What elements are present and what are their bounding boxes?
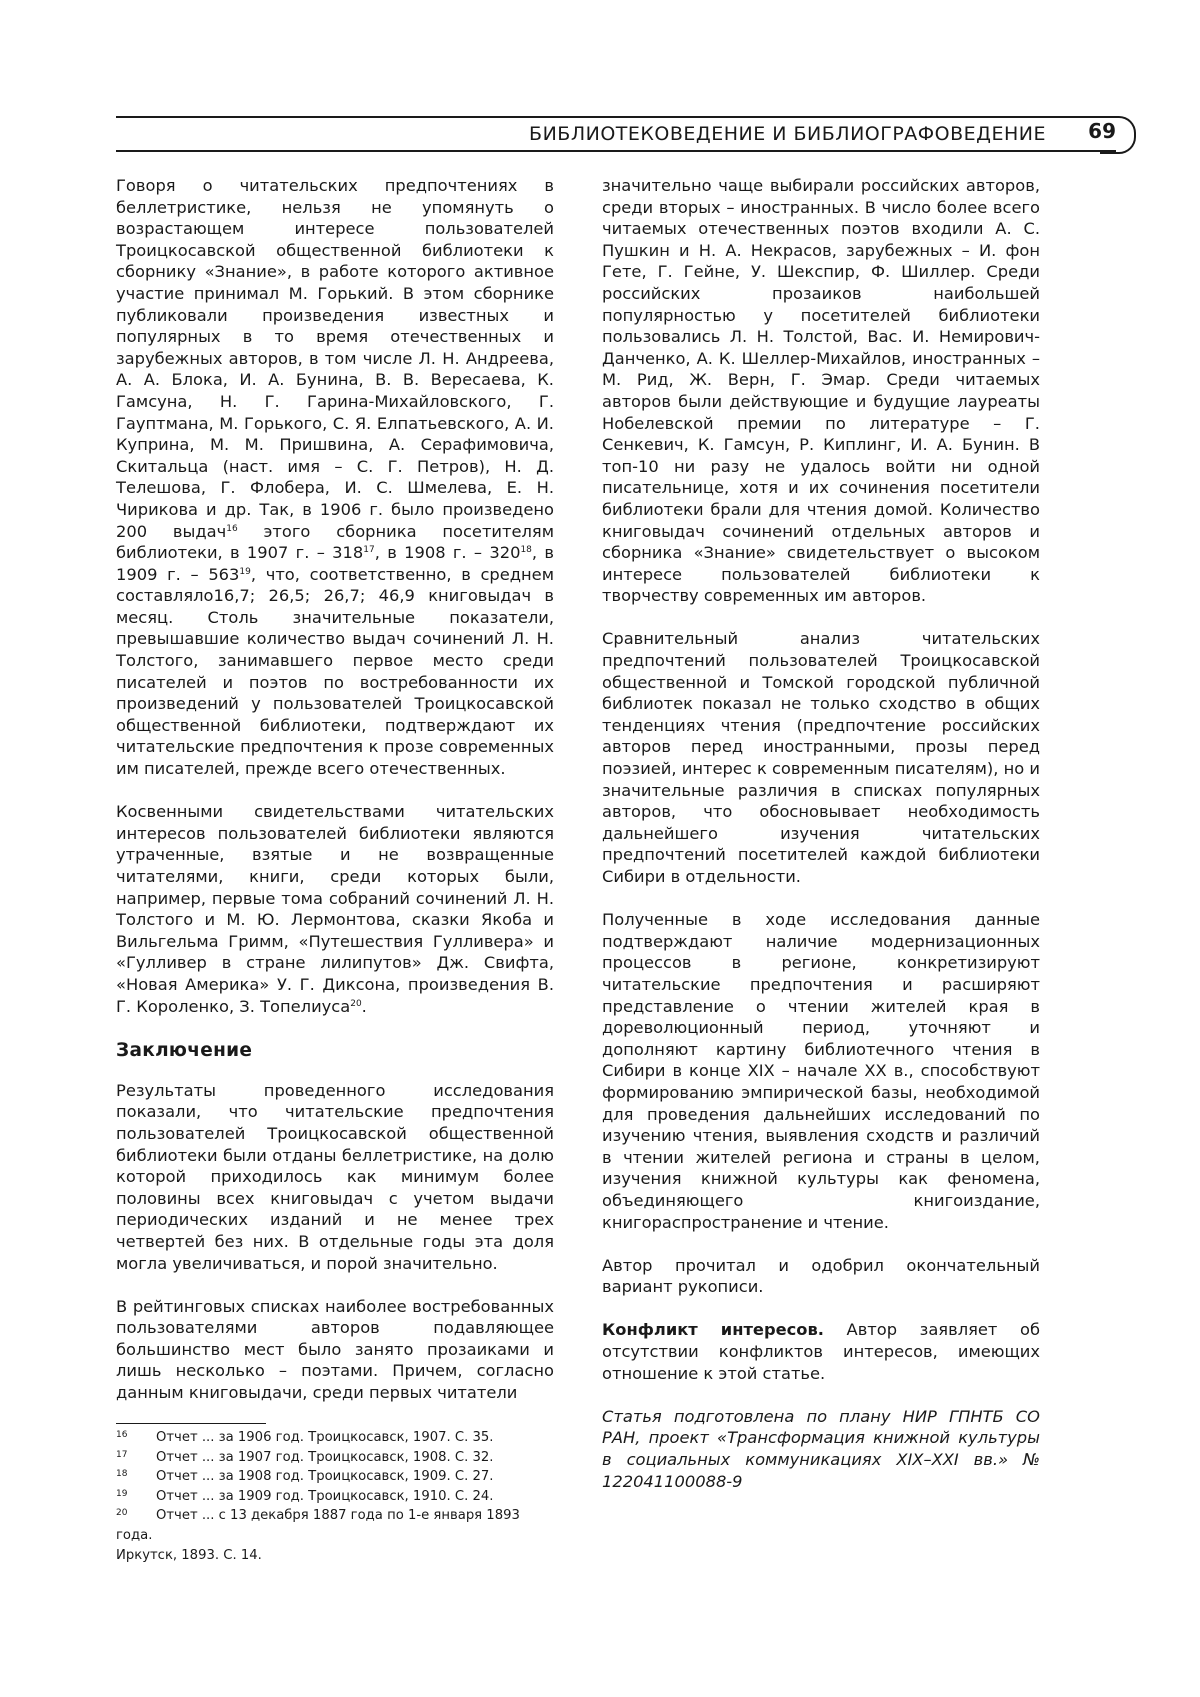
- footnotes: [116, 1423, 554, 1565]
- header-top-rule: [116, 116, 1116, 118]
- header-bottom-rule: [116, 150, 1116, 152]
- footnote-ref[interactable]: 19: [239, 566, 251, 577]
- footnote-ref[interactable]: 20: [350, 998, 362, 1009]
- left-column: [116, 175, 554, 1404]
- page-number: 69: [1088, 119, 1116, 143]
- footnote: 18 Отчет ... за 1908 год. Троицкосавск, 1909. С. 27.: [116, 1469, 494, 1485]
- right-column: [602, 175, 1040, 1492]
- footnote-ref[interactable]: 16: [226, 523, 238, 534]
- footnote-rule: [116, 1423, 266, 1424]
- footnote: 20 Отчет ... с 13 декабря 1887 года по 1-е января 1893 года.: [116, 1508, 520, 1543]
- conflict-of-interest: Конфликт интересов. Автор заявляет об отсутствии конфликтов интересов, имеющих отношение к этой статье.: [602, 1320, 1040, 1383]
- paragraph: Автор прочитал и одобрил окончательный вариант рукописи.: [602, 1255, 1040, 1297]
- paragraph: В рейтинговых списках наиболее востребованных пользователями авторов подавляющее большинство мест было занято прозаиками и лишь несколько – поэтами. Причем, согласно данным книговыдачи, среди первых читатели: [116, 1296, 554, 1403]
- section-heading: Заключение: [116, 1040, 253, 1062]
- footnote: 16 Отчет ... за 1906 год. Троицкосавск, 1907. С. 35.: [116, 1430, 494, 1445]
- footnote-ref[interactable]: 18: [520, 545, 532, 556]
- paragraph: Косвенными свидетельствами читательских интересов пользователей библиотеки являются утраченные, взятые и не возвращенные читателями, книги, среди которых были, например, первые тома собраний сочинений Л. Н. Толстого и М. Ю. Лермонтова, сказки Якоба и Вильгельма Гримм, «Путешествия Гулливера» и «Гулливер в стране лилипутов» Дж. Свифта, «Новая Америка» У. Г. Диксона, произведения В. Г. Короленко, З. Топелиуса$^{20}$.: [116, 802, 554, 1016]
- paragraph: значительно чаще выбирали российских авторов, среди вторых – иностранных. В число более всего читаемых отечественных поэтов входили А. С. Пушкин и Н. А. Некрасов, зарубежных – И. фон Гете, Г. Гейне, У. Шекспир, Ф. Шиллер. Среди российских прозаиков наибольшей популярностью у посетителей библиотеки пользовались Л. Н. Толстой, Вас. И. Немирович-Данченко, А. К. Шеллер-Михайлов, иностранных – М. Рид, Ж. Верн, Г. Эмар. Среди читаемых авторов были действующие и будущие лауреаты Нобелевской премии по литературе – Г. Сенкевич, К. Гамсун, Р. Киплинг, И. А. Бунин. В топ-10 ни разу не удалось войти ни одной писательнице, хотя и их сочинения посетители библиотеки брали для чтения домой. Количество книговыдач сочинений отдельных авторов и сборника «Знание» свидетельствует о высоком интересе пользователей библиотеки к творчеству современных им авторов.: [602, 176, 1040, 606]
- footnote-continuation: Иркутск, 1893. С. 14.: [116, 1547, 262, 1563]
- conflict-label: Конфликт интересов.: [602, 1320, 824, 1340]
- paragraph: Говоря о читательских предпочтениях в беллетристике, нельзя не упомянуть о возрастающем интересе пользователей Троицкосавской общественной библиотеки к сборнику «Знание», в работе которого активное участие принимал М. Горький. В этом сборнике публиковали произведения известных и популярных в то время отечественных и зарубежных авторов, в том числе Л. Н. Андреева, А. А. Блока, И. А. Бунина, В. В. Вересаева, К. Гамсуна, Н. Г. Гарина-Михайловского, Г. Гауптмана, М. Горького, С. Я. Елпатьевского, А. И. Куприна, М. М. Пришвина, А. Серафимовича, Скитальца (наст. имя – С. Г. Петров), Н. Д. Телешова, Г. Флобера, И. С. Шмелева, Е. Н. Чирикова и др. Так, в 1906 г. было произведено 200 выдач$^{16}$ этого сборника посетителям библиотеки, в 1907 г. – $318^{17}$, в 1908 г. – $320^{18}$, в 1909 г. – $563^{19}$, что, соответственно, в среднем составляло16,7; 26,5; 26,7; 46,9 книговыдач в месяц. Столь значительные показатели, превышавшие количество выдач сочинений Л. Н. Толстого, занимавшего первое место среди писателей и поэтов по востребованности их произведений у пользователей Троицкосавской общественной библиотеки, подтверждают их читательские предпочтения к прозе современных им писателей, прежде всего отечественных.: [116, 176, 554, 779]
- footnote-ref[interactable]: 17: [363, 545, 375, 556]
- paragraph: Результаты проведенного исследования показали, что читательские предпочтения пользователей Троицкосавской общественной библиотеки были отданы беллетристике, на долю которой приходилось как минимум более половины всех книговыдач с учетом выдачи периодических изданий и не менее трех четвертей без них. В отдельные годы эта доля могла увеличиваться, и порой значительно.: [116, 1080, 554, 1273]
- funding-note: Статья подготовлена по плану НИР ГПНТБ СО РАН, проект «Трансформация книжной культуры в социальных коммуникациях XIX–XXI вв.» № 122041100088-9: [602, 1406, 1040, 1491]
- running-header: [116, 112, 1136, 154]
- footnote: 17 Отчет ... за 1907 год. Троицкосавск, 1908. С. 32.: [116, 1449, 494, 1465]
- footnote: 19 Отчет ... за 1909 год. Троицкосавск, 1910. С. 24.: [116, 1488, 494, 1504]
- paragraph: Сравнительный анализ читательских предпочтений пользователей Троицкосавской общественной и Томской городской публичной библиотек показал не только сходство в общих тенденциях чтения (предпочтение российских авторов перед иностранными, прозы перед поэзией, интерес к современным писателям), но и значительные различия в списках популярных авторов, что обосновывает необходимость дальнейшего изучения читательских предпочтений посетителей каждой библиотеки Сибири в отдельности.: [602, 629, 1040, 886]
- paragraph: Полученные в ходе исследования данные подтверждают наличие модернизационных процессов в регионе, конкретизируют читательские предпочтения и расширяют представление о чтении жителей края в дореволюционный период, уточняют и дополняют картину библиотечного чтения в Сибири в конце XIX – начале XX в., способствуют формированию эмпирической базы, необходимой для проведения дальнейших исследований по изучению чтения, выявления сходств и различий в чтении жителей региона и страны в целом, изучения книжной культуры как феномена, объединяющего книгоиздание, книгораспространение и чтение.: [602, 910, 1040, 1232]
- section-title: БИБЛИОТЕКОВЕДЕНИЕ И БИБЛИОГРАФОВЕДЕНИЕ: [529, 123, 1046, 145]
